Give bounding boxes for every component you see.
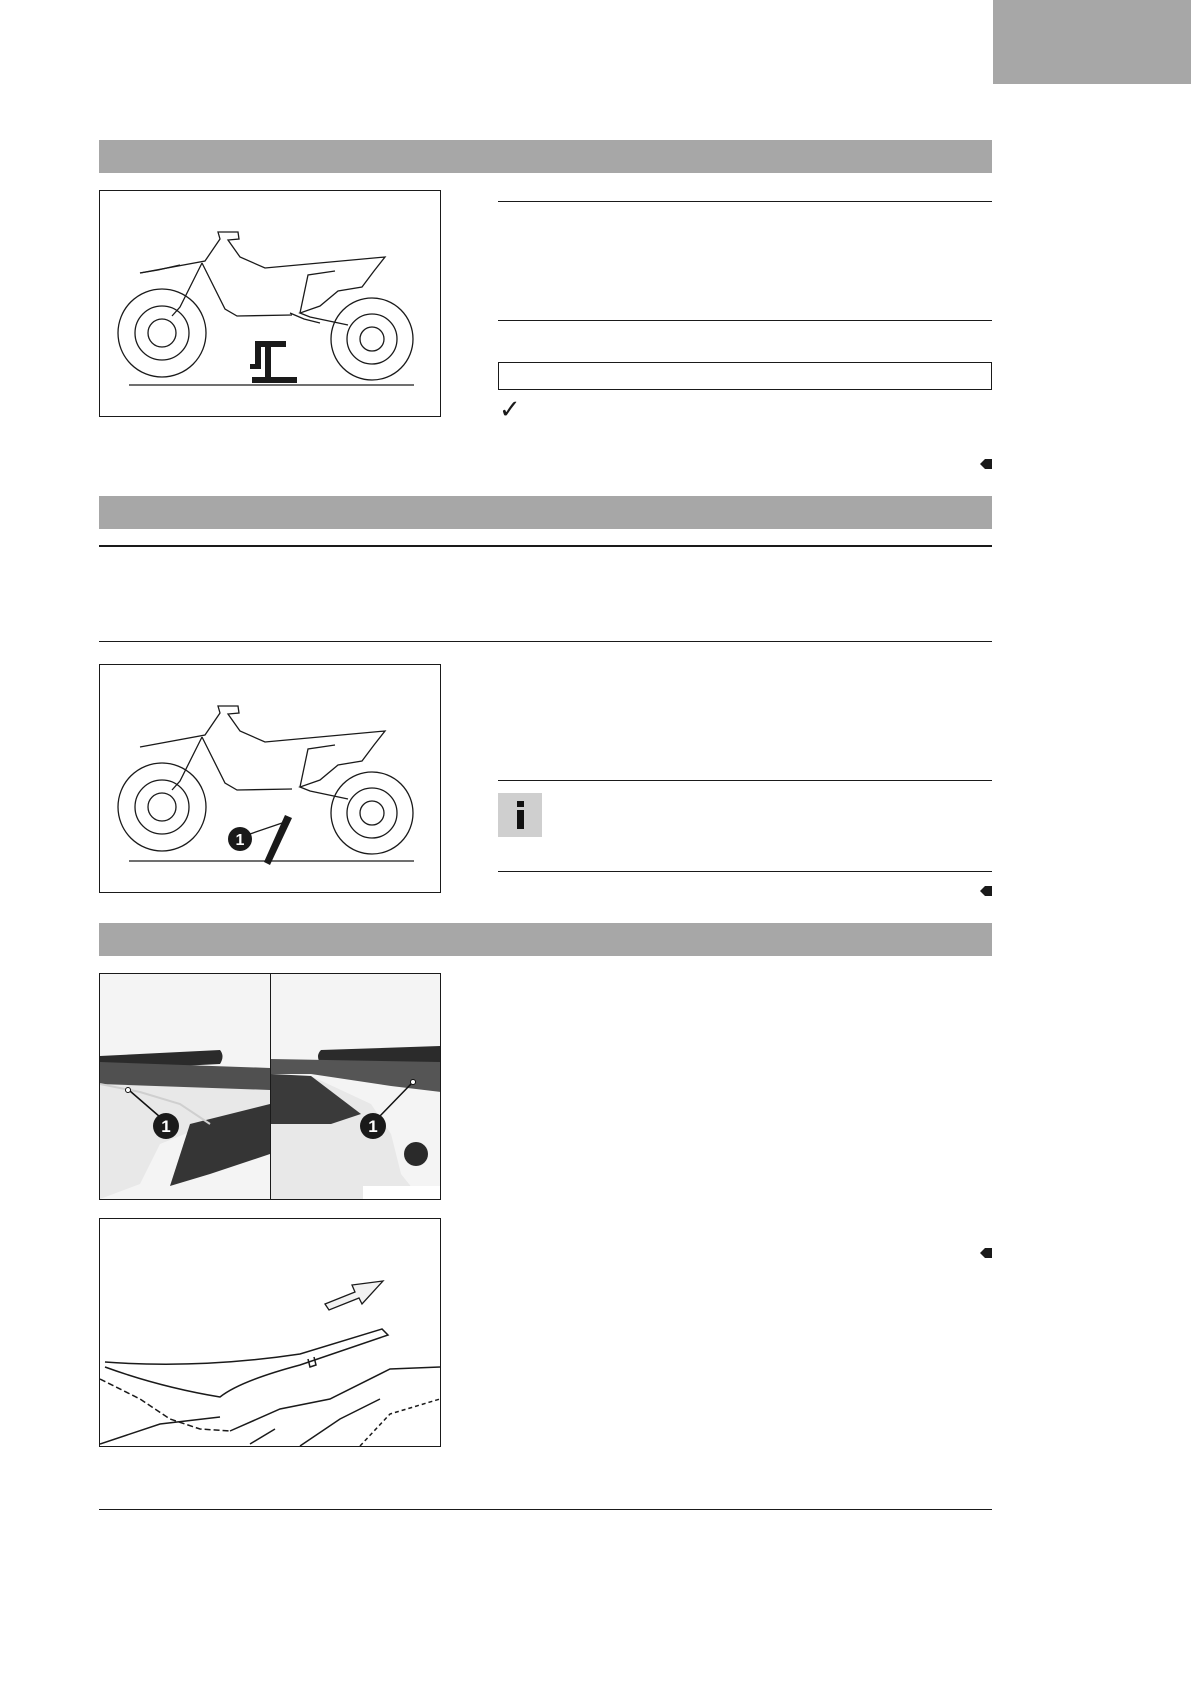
photo-right [270,974,441,1199]
end-of-section-icon [980,1247,992,1259]
photo-left [100,974,270,1199]
condition-box [498,362,992,390]
figure-bike-on-lift-stand [99,190,441,417]
step-list-3 [498,973,992,1243]
section-header-3 [99,923,992,956]
arrow-right-icon [325,1281,383,1310]
section-header-1 [99,140,992,173]
fig3-callout-left: 1 [161,1117,171,1136]
step-list-2 [498,664,992,774]
page-bottom-rule [99,1509,992,1510]
info-note [556,790,992,850]
rule-top [498,201,992,202]
warning-rule-bottom [99,641,992,642]
check-mark-icon: ✓ [499,394,521,424]
figure-seat-removal [99,1218,441,1447]
rule-bottom [498,320,992,321]
tool-list [498,210,992,290]
fig3-callout-right: 1 [367,1117,378,1136]
warning-block [99,552,992,637]
figure-bike-on-side-stand [99,664,441,893]
info-rule-top [498,780,992,781]
figure-seat-screws-photo [99,973,441,1200]
fig2-callout: 1 [235,832,245,849]
warning-rule-top [99,545,992,547]
end-of-section-icon [980,885,992,897]
end-of-section-icon [980,458,992,470]
info-rule-bottom [498,871,992,872]
section-header-2 [99,496,992,529]
chapter-tab [993,0,1191,84]
info-icon [498,793,542,837]
